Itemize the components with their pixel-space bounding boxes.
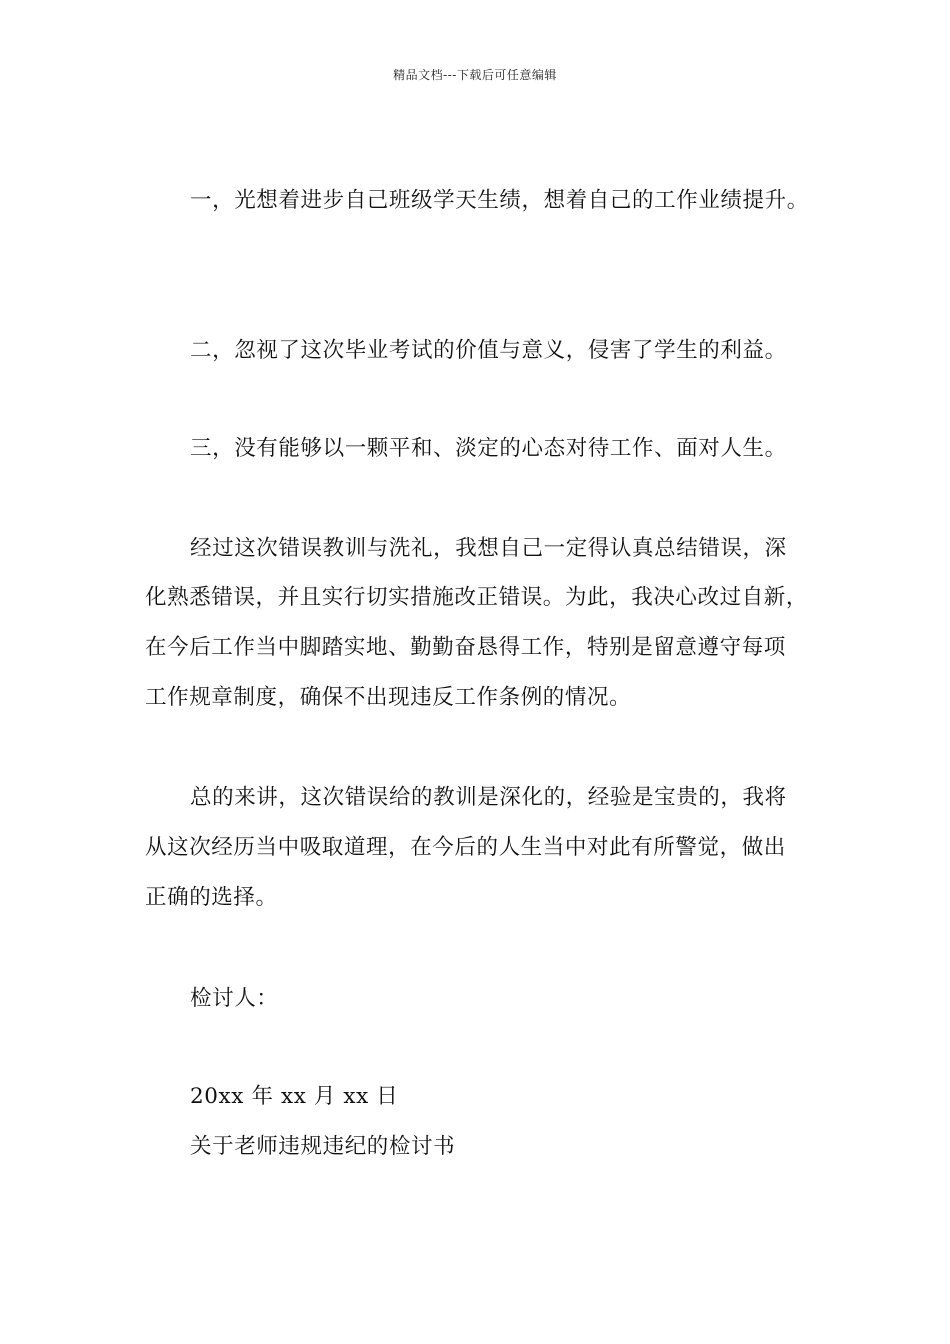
paragraph-reflection-line: 化熟悉错误，并且实行切实措施改正错误。为此，我决心改过自新， xyxy=(145,585,809,610)
paragraph-reflection-line: 在今后工作当中脚踏实地、勤勤奋恳得工作，特别是留意遵守每项 xyxy=(145,635,786,660)
paragraph-reflection-line: 经过这次错误教训与洗礼，我想自己一定得认真总结错误，深 xyxy=(190,536,787,561)
paragraph-summary-line: 总的来讲，这次错误给的教训是深化的，经验是宝贵的，我将 xyxy=(190,785,787,810)
point-one: 一，光想着进步自己班级学天生绩，想着自己的工作业绩提升。 xyxy=(190,188,809,213)
date-line: 20xx 年 xx 月 xx 日 xyxy=(190,1084,399,1109)
signer-label: 检讨人： xyxy=(190,986,279,1011)
point-three: 三，没有能够以一颗平和、淡定的心态对待工作、面对人生。 xyxy=(190,436,787,461)
next-document-title: 关于老师违规违纪的检讨书 xyxy=(190,1134,456,1159)
paragraph-summary-line: 从这次经历当中吸取道理，在今后的人生当中对此有所警觉，做出 xyxy=(145,835,786,860)
point-two: 二，忽视了这次毕业考试的价值与意义，侵害了学生的利益。 xyxy=(190,338,787,363)
page-header: 精品文档---下载后可任意编辑 xyxy=(393,68,557,82)
paragraph-reflection-line: 工作规章制度，确保不出现违反工作条例的情况。 xyxy=(145,685,632,710)
paragraph-summary-line: 正确的选择。 xyxy=(145,885,278,910)
